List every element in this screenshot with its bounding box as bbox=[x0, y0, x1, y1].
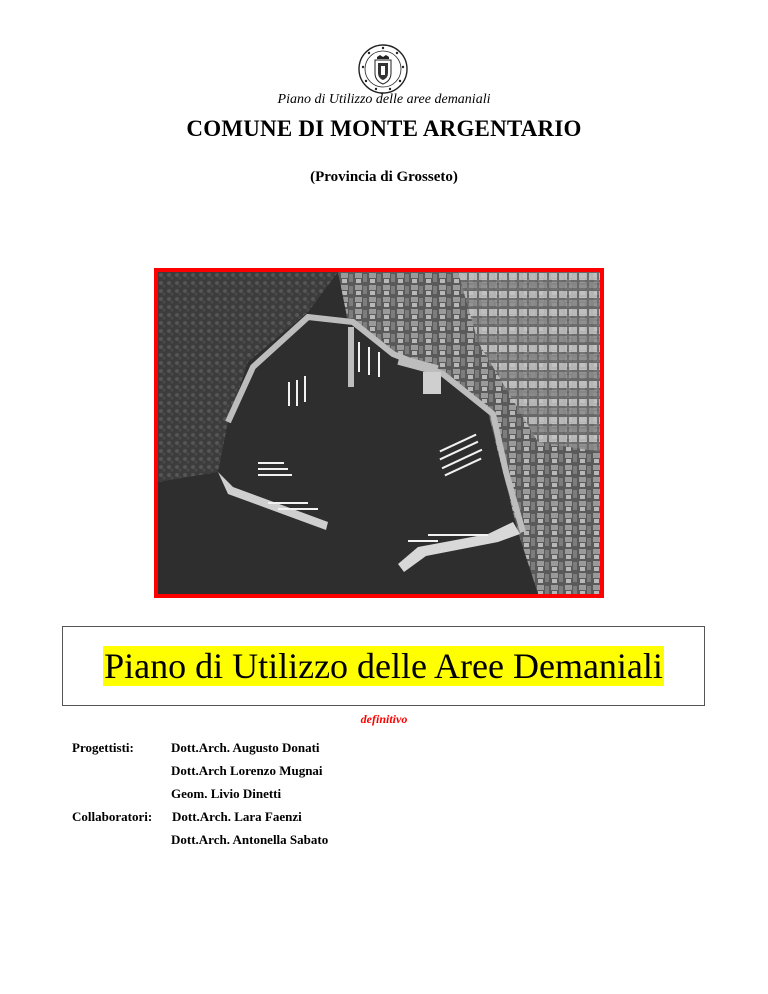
document-kicker: Piano di Utilizzo delle aree demaniali bbox=[277, 92, 491, 107]
collaborators-label: Collaboratori: bbox=[72, 809, 153, 824]
collaborator-name: Dott.Arch. Lara Faenzi bbox=[172, 809, 302, 824]
designers-label: Progettisti: bbox=[72, 740, 134, 755]
document-banner bbox=[62, 626, 705, 706]
province-subtitle: (Provincia di Grosseto) bbox=[310, 169, 458, 185]
municipal-seal-icon bbox=[357, 43, 409, 95]
aerial-harbor-photo bbox=[154, 268, 604, 598]
collaborator-name: Dott.Arch. Antonella Sabato bbox=[171, 832, 329, 847]
page-title: COMUNE DI MONTE ARGENTARIO bbox=[186, 116, 582, 141]
banner-title: Piano di Utilizzo delle Aree Demaniali bbox=[104, 646, 663, 686]
status-label: definitivo bbox=[360, 712, 408, 726]
designer-name: Geom. Livio Dinetti bbox=[171, 786, 282, 801]
designer-name: Dott.Arch Lorenzo Mugnai bbox=[171, 763, 323, 778]
designer-name: Dott.Arch. Augusto Donati bbox=[171, 740, 320, 755]
